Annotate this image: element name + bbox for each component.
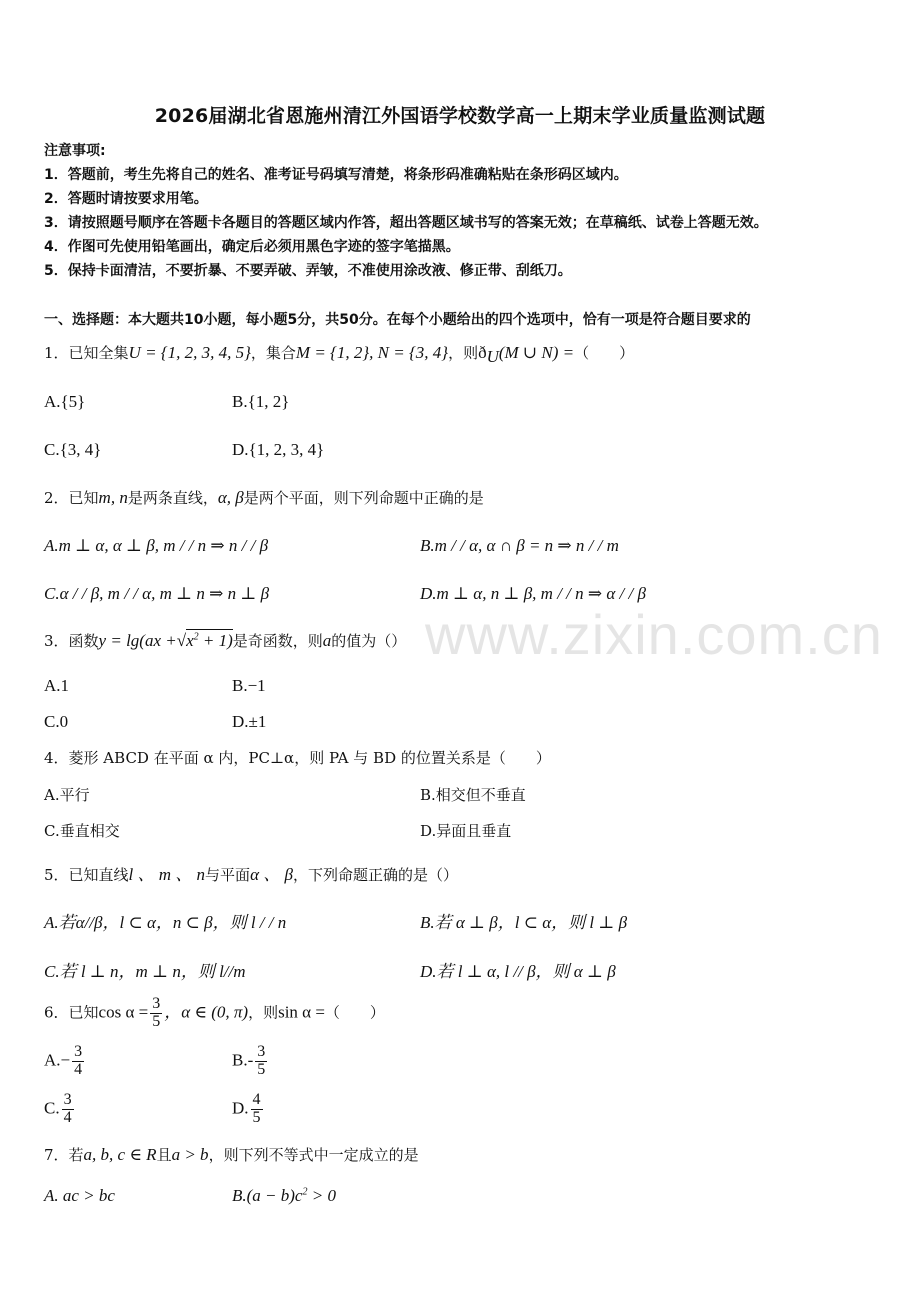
option-a: A.{5} [44, 392, 86, 411]
note-item: 1．答题前，考生先将自己的姓名、准考证号码填写清楚，将条形码准确粘贴在条形码区域内。 [44, 167, 628, 183]
option-d: D.异面且垂直 [420, 822, 512, 840]
option-c: C.0 [44, 712, 69, 731]
fraction: $\frac{3}{5}$ [152, 995, 161, 1030]
option-b: B.相交但不垂直 [420, 786, 526, 804]
option-a: A.− $\frac{3}{4}$ [44, 1043, 83, 1078]
option-a: A.1 [44, 676, 70, 695]
watermark: www.zixin.com.cn [425, 603, 883, 666]
note-item: 3．请按照题号顺序在答题卡各题目的答题区域内作答，超出答题区域书写的答案无效；在草稿纸、试卷上答题无效。 [44, 215, 768, 231]
option-a: A. ac > bc [44, 1186, 115, 1205]
option-a: A.m ⊥ α, α ⊥ β, m / / n ⇒ n / / β [44, 536, 269, 555]
note-item: 2．答题时请按要求用笔。 [44, 191, 208, 207]
option-d: D. $\frac{4}{5}$ [232, 1091, 261, 1126]
question-4: 4．菱形 ABCD 在平面 α 内，PC⊥α，则 PA 与 BD 的位置关系是（ ） [44, 749, 551, 767]
question-1: 1．已知全集U = {1, 2, 3, 4, 5}，集合M = {1, 2}, N = {3, 4}，则$ð_U(M$ ∪ N) =（ ） [44, 343, 635, 366]
question-2: 2．已知m, n是两条直线，α, β是两个平面，则下列命题中正确的是 [44, 488, 484, 507]
question-6: 6．已知cos α = $\frac{3}{5}$ ，α ∈ (0, π)，则sin α =（ ） [44, 995, 385, 1030]
option-d: D.m ⊥ α, n ⊥ β, m / / n ⇒ α / / β [420, 584, 646, 603]
option-c: C.α / / β, m / / α, m ⊥ n ⇒ n ⊥ β [44, 584, 270, 603]
option-c: C.{3, 4} [44, 440, 102, 459]
option-b: $B.(a - b)c^2 > 0$ [232, 1186, 336, 1205]
note-item: 4．作图可先使用铅笔画出，确定后必须用黑色字迹的签字笔描黑。 [44, 239, 460, 255]
option-b: B.若 α ⊥ β，l ⊂ α，则 l ⊥ β [420, 913, 628, 932]
question-3: 3．函数$y = \lg(ax +√x^2 + 1)$是奇函数，则a的值为（） [44, 631, 407, 650]
option-a: A.若α//β，l ⊂ α，n ⊂ β，则 l / / n [44, 913, 287, 932]
option-d: D.±1 [232, 712, 267, 731]
section-heading: 一、选择题：本大题共10小题，每小题5分，共50分。在每个小题给出的四个选项中，恰有一项是符合题目要求的 [44, 312, 751, 328]
option-b: B.−1 [232, 676, 266, 695]
option-d: D.{1, 2, 3, 4} [232, 440, 325, 459]
option-d: D.若 l ⊥ α, l // β，则 α ⊥ β [420, 962, 616, 981]
option-c: C.若 l ⊥ n，m ⊥ n，则 l//m [44, 962, 246, 981]
page-title: 2026届湖北省恩施州清江外国语学校数学高一上期末学业质量监测试题 [154, 105, 766, 127]
option-a: A.平行 [44, 786, 90, 804]
option-b: B.{1, 2} [232, 392, 290, 411]
note-item: 5．保持卡面清洁，不要折暴、不要弄破、弄皱，不准使用涂改液、修正带、刮纸刀。 [44, 263, 572, 279]
option-b: B.- $\frac{3}{5}$ [232, 1043, 266, 1078]
option-c: C.垂直相交 [44, 822, 120, 840]
notes-heading: 注意事项: [44, 143, 106, 159]
question-7: 7．若a, b, c ∈ R且a > b，则下列不等式中一定成立的是 [44, 1145, 419, 1164]
question-5: 5．已知直线l 、 m 、 n与平面α 、 β，下列命题正确的是（） [44, 865, 458, 884]
option-c: C. $\frac{3}{4}$ [44, 1091, 72, 1126]
option-b: B.m / / α, α ∩ β = n ⇒ n / / m [420, 536, 619, 555]
